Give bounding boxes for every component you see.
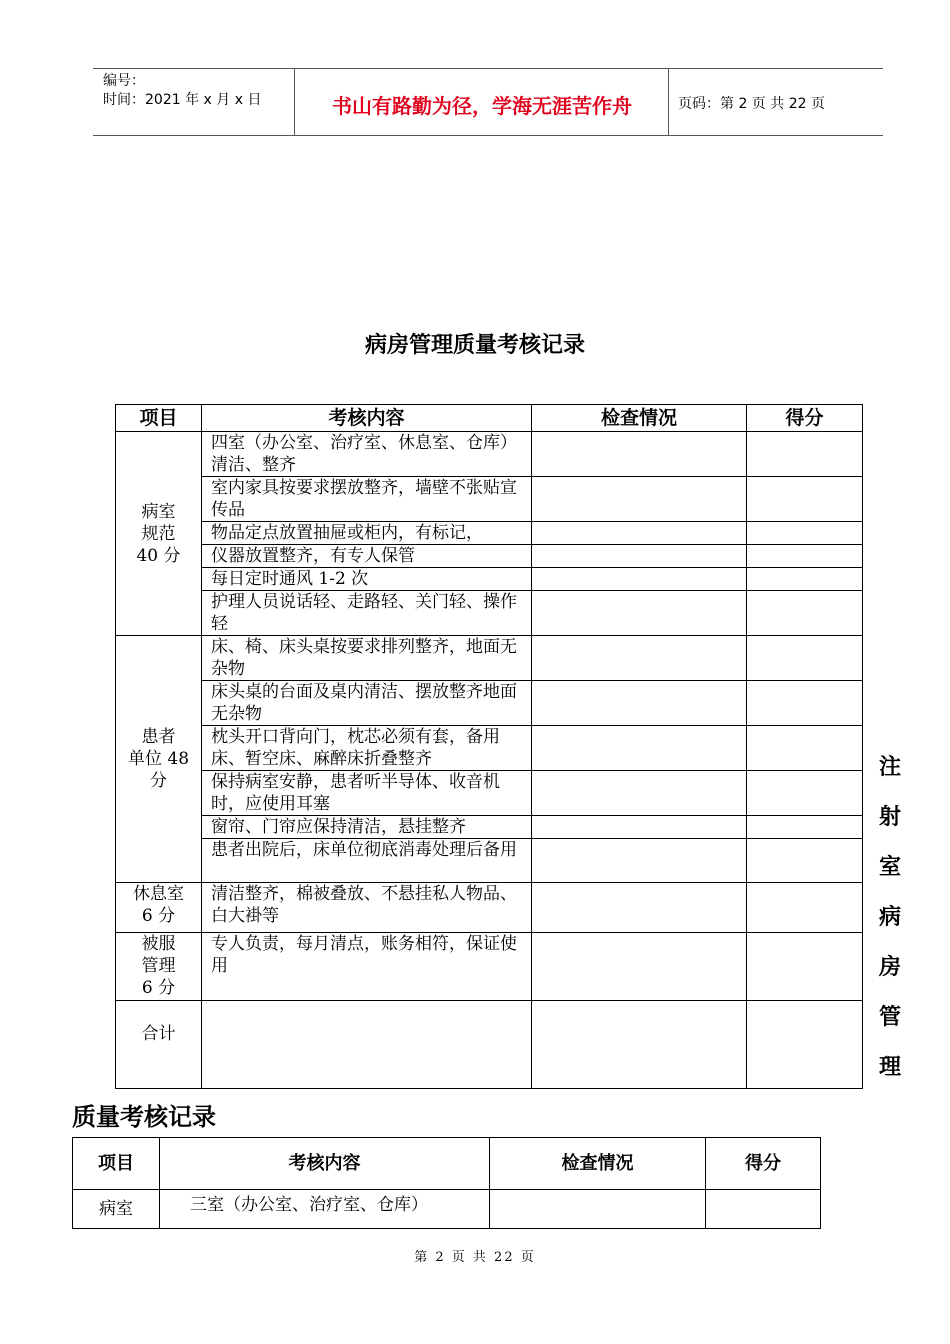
score-cell[interactable] [747,568,863,591]
side-title-char: 理 [878,1054,901,1080]
total-check-cell[interactable] [532,1001,747,1089]
second-assessment-table [72,1137,821,1229]
document-title: 病房管理质量考核记录 [364,332,585,358]
score-cell[interactable] [747,726,863,771]
table-row [116,477,863,522]
score-cell[interactable] [747,816,863,839]
check-cell[interactable] [532,726,747,771]
check-cell[interactable] [532,839,747,883]
check-cell[interactable] [532,883,747,933]
project-cell [116,432,202,636]
score-cell[interactable] [747,636,863,681]
table-row [116,522,863,545]
header-project: 项目 [116,405,202,432]
project-label: 休息室 6 分 [133,884,184,926]
header-score: 得分 [747,405,863,432]
content-cell: 患者出院后，床单位彻底消毒处理后备用 [202,839,532,883]
time-label: 时间：2021 年 x 月 x 日 [103,92,262,108]
total-score-cell[interactable] [747,1001,863,1089]
header-check: 检查情况 [532,405,747,432]
check-cell[interactable] [532,816,747,839]
header-check: 检查情况 [490,1138,706,1190]
project-cell [116,883,202,933]
score-cell[interactable] [747,591,863,636]
side-vertical-title [877,742,903,1092]
table-row [116,933,863,1001]
table-row [116,545,863,568]
check-cell[interactable] [532,477,747,522]
content-cell: 护理人员说话轻、走路轻、关门轻、操作轻 [202,591,532,636]
project-label: 被服 管理 6 分 [141,934,176,998]
content-cell: 仪器放置整齐，有专人保管 [202,545,532,568]
score-cell[interactable] [747,681,863,726]
content-cell: 床、椅、床头桌按要求排列整齐，地面无杂物 [202,636,532,681]
check-cell[interactable] [532,568,747,591]
assessment-table [115,404,863,1089]
table-row [116,681,863,726]
project-cell [116,636,202,883]
header-divider-left [294,68,295,136]
check-cell[interactable] [532,933,747,1001]
score-cell[interactable] [747,432,863,477]
table-row [116,432,863,477]
side-title-char: 注 [878,754,901,780]
table-row [116,883,863,933]
project-label: 病室 规范 40 分 [136,501,181,566]
check-cell[interactable] [490,1190,706,1229]
content-cell: 保持病室安静，患者听半导体、收音机时，应使用耳塞 [202,771,532,816]
score-cell[interactable] [747,771,863,816]
score-cell[interactable] [747,883,863,933]
score-cell[interactable] [747,933,863,1001]
header-content: 考核内容 [202,405,532,432]
header-project: 项目 [73,1138,160,1190]
project-cell [116,933,202,1001]
total-row [116,1001,863,1089]
side-title-char: 室 [878,854,901,880]
content-cell: 物品定点放置抽屉或柜内，有标记， [202,522,532,545]
content-cell: 每日定时通风 1-2 次 [202,568,532,591]
project-label: 患者 单位 48 分 [127,727,190,791]
score-cell[interactable] [747,839,863,883]
table-row [116,771,863,816]
table-header-row [73,1138,821,1190]
content-cell: 室内家具按要求摆放整齐，墙壁不张贴宣传品 [202,477,532,522]
table-row [116,591,863,636]
score-cell[interactable] [747,477,863,522]
check-cell[interactable] [532,522,747,545]
side-title-char: 射 [878,804,901,830]
content-cell: 清洁整齐，棉被叠放、不悬挂私人物品、白大褂等 [202,883,532,933]
table-row [116,568,863,591]
side-title-char: 管 [878,1004,901,1030]
table-header-row [116,405,863,432]
score-cell[interactable] [747,545,863,568]
check-cell[interactable] [532,591,747,636]
header-content: 考核内容 [160,1138,490,1190]
total-content-cell[interactable] [202,1001,532,1089]
table-row [116,636,863,681]
check-cell[interactable] [532,636,747,681]
score-cell[interactable] [747,522,863,545]
table-row [116,839,863,883]
check-cell[interactable] [532,545,747,568]
page-label: 页码：第 2 页 共 22 页 [678,96,825,112]
content-cell: 三室（办公室、治疗室、仓库） [160,1190,490,1229]
side-title-char: 病 [878,904,901,930]
project-cell: 病室 [73,1190,160,1229]
header-top-rule [93,68,883,69]
header-divider-right [668,68,669,136]
content-cell: 窗帘、门帘应保持清洁，悬挂整齐 [202,816,532,839]
header-bottom-rule [93,135,883,136]
content-cell: 专人负责，每月清点，账务相符，保证使用 [202,933,532,1001]
header-score: 得分 [706,1138,821,1190]
side-title-char: 房 [878,954,901,980]
table-row [116,726,863,771]
score-cell[interactable] [706,1190,821,1229]
check-cell[interactable] [532,771,747,816]
page-footer: 第 2 页 共 22 页 [414,1250,536,1265]
check-cell[interactable] [532,432,747,477]
content-cell: 床头桌的台面及桌内清洁、摆放整齐地面无杂物 [202,681,532,726]
content-cell: 四室（办公室、治疗室、休息室、仓库）清洁、整齐 [202,432,532,477]
total-label: 合计 [116,1001,202,1089]
check-cell[interactable] [532,681,747,726]
number-label: 编号： [103,73,145,89]
content-cell: 枕头开口背向门，枕芯必须有套，备用床、暂空床、麻醉床折叠整齐 [202,726,532,771]
table-row [116,816,863,839]
motto: 书山有路勤为径，学海无涯苦作舟 [332,94,632,118]
section-title: 质量考核记录 [72,1103,216,1131]
table-row [73,1190,821,1229]
